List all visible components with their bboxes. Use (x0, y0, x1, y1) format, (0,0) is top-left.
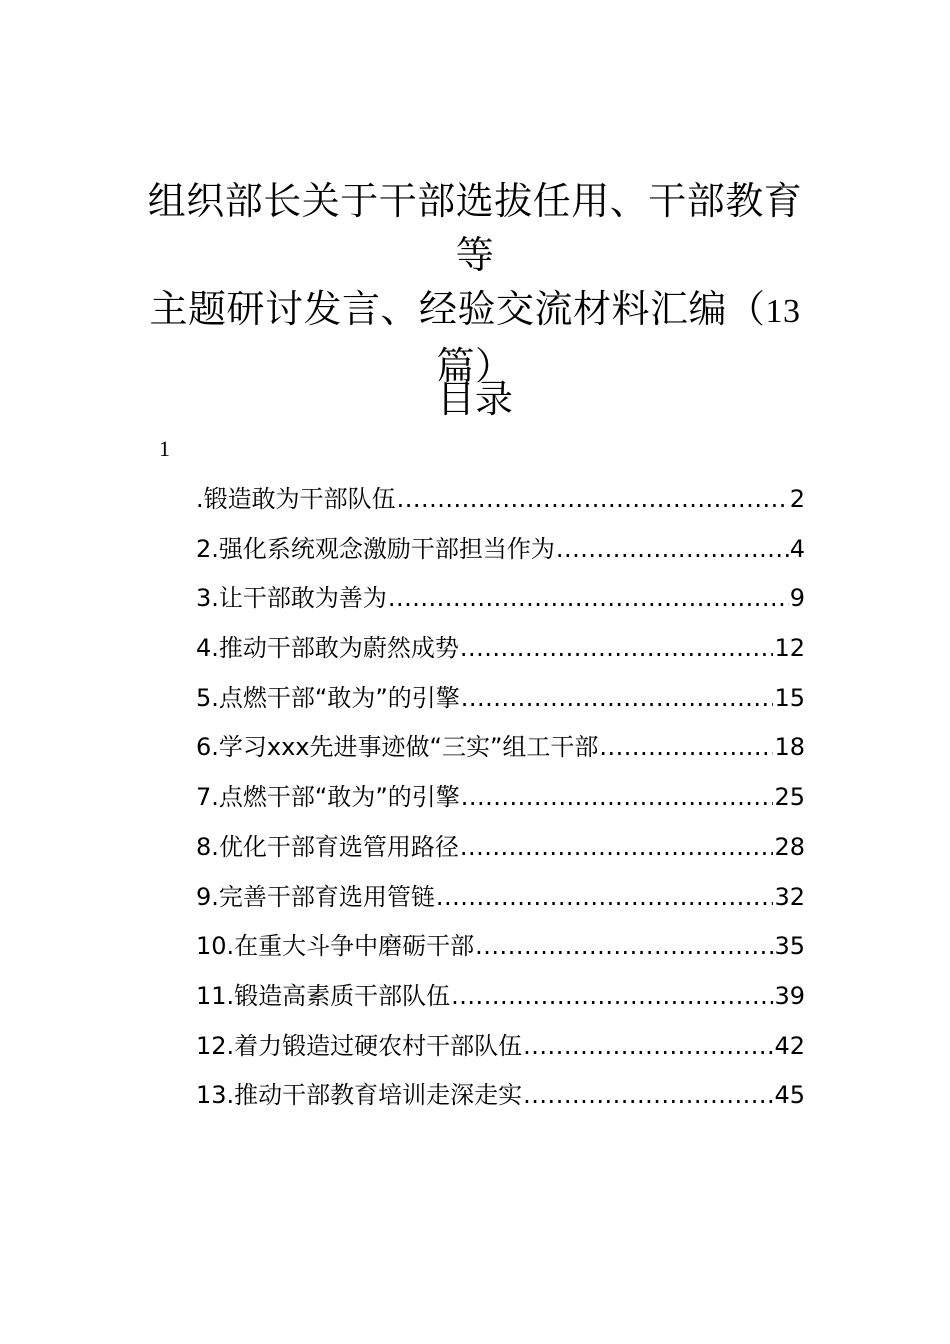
toc-dot-leader (523, 1027, 773, 1065)
toc-entry-title: 2.强化系统观念激励干部担当作为 (196, 534, 555, 563)
title-line-2 (140, 282, 810, 339)
toc-dot-leader (460, 828, 774, 866)
toc-dot-leader (556, 530, 789, 568)
toc-dot-leader (451, 977, 773, 1015)
toc-entry[interactable] (196, 828, 805, 878)
toc-entry-title: 5.点燃干部“敢为”的引擎 (196, 683, 460, 712)
document-title (140, 174, 810, 393)
toc-entry[interactable] (196, 1076, 805, 1126)
toc-entry[interactable] (196, 927, 805, 977)
toc-entry-page: 39 (774, 981, 805, 1010)
toc-entry-page: 12 (774, 634, 805, 663)
toc-entry[interactable] (196, 728, 805, 778)
toc-entry[interactable] (196, 679, 805, 729)
toc-dot-leader (523, 1076, 773, 1114)
toc-entry[interactable] (196, 878, 805, 928)
toc-entry[interactable] (196, 977, 805, 1027)
title-line-1: 组织部长关于干部选拔任用、干部教育等 (147, 179, 803, 277)
toc-entry-title: 8.优化干部育选管用路径 (196, 832, 459, 861)
toc-entry-title: 7.点燃干部“敢为”的引擎 (196, 783, 460, 812)
toc-entry-page: 35 (774, 932, 805, 961)
toc-entry-page: 32 (774, 882, 805, 911)
toc-entry-title: 10.在重大斗争中磨砺干部 (196, 932, 475, 961)
toc-dot-leader (436, 878, 774, 916)
toc-entry-title: 4.推动干部敢为蔚然成势 (196, 634, 459, 663)
toc-entry-page: 9 (789, 584, 805, 613)
toc-entry-title: 11.锻造高素质干部队伍 (196, 981, 451, 1010)
toc-entry-title: 9.完善干部育选用管链 (196, 882, 435, 911)
toc-dot-leader (460, 629, 774, 667)
toc-entry-page: 42 (774, 1031, 805, 1060)
title-line-2-text: 主题研讨发言、经验交流材料汇编（ (149, 287, 766, 331)
toc-dot-leader (599, 728, 773, 766)
toc-entry-title: 12.着力锻造过硬农村干部队伍 (196, 1031, 523, 1060)
toc-dot-leader (461, 679, 774, 717)
toc-entry[interactable] (196, 579, 805, 629)
toc-dot-leader (397, 480, 789, 518)
toc-entry-page: 15 (774, 683, 805, 712)
toc-entry-page: 45 (774, 1081, 805, 1110)
toc-entry[interactable] (196, 629, 805, 679)
toc-entry[interactable] (196, 530, 805, 580)
toc-dot-leader (461, 778, 774, 816)
toc-entry-title: 6.学习xxx先进事迹做“三实”组工干部 (196, 733, 599, 762)
toc-entry-page: 28 (774, 832, 805, 861)
toc-entry-page: 4 (789, 534, 805, 563)
toc-dot-leader (475, 927, 773, 965)
toc-entry-page: 2 (789, 485, 805, 513)
toc-entry-title: .锻造敢为干部队伍 (196, 485, 396, 513)
toc-entry[interactable] (196, 1027, 805, 1077)
toc-entry-page: 25 (774, 783, 805, 812)
toc-heading: 目录 (436, 377, 513, 421)
toc-entry-title: 3.让干部敢为善为 (196, 584, 387, 613)
toc-entry-title: 13.推动干部教育培训走深走实 (196, 1081, 523, 1110)
toc-entry[interactable] (196, 480, 805, 530)
toc-entry-page: 18 (774, 733, 805, 762)
toc-entry[interactable] (196, 778, 805, 828)
title-article-count: 13 (765, 293, 801, 330)
toc-dot-leader (388, 579, 789, 617)
title-line-3: 篇） (436, 344, 514, 388)
toc-list (196, 480, 805, 1126)
page-number: 1 (159, 436, 170, 461)
